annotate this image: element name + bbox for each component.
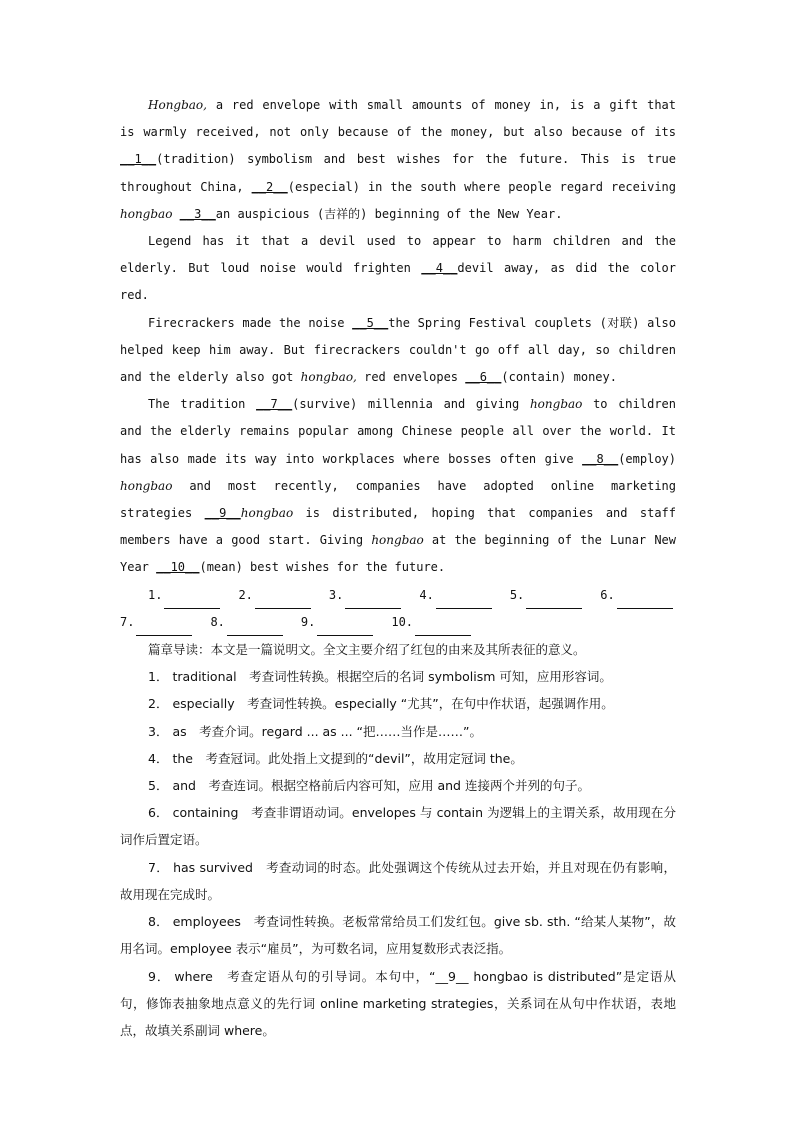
answer-slot[interactable]: 8.	[210, 609, 282, 636]
answer-slot[interactable]: 10.	[391, 609, 471, 636]
explanation-list	[120, 663, 676, 1044]
blank-5: __5__	[352, 315, 389, 330]
explanation-item: 1． traditional 考查词性转换。根据空后的名词 symbolism 可知，应用形容词。	[148, 669, 612, 685]
answer-lines-row-2	[120, 609, 676, 636]
answer-word: especially	[172, 696, 235, 712]
explanation-item: 3． as 考查介词。regard ... as ... “把……当作是……”。	[148, 723, 483, 739]
answer-slot[interactable]: 2.	[238, 582, 310, 609]
blank-1: __1__	[120, 152, 157, 167]
hongbao-term: hongbao,	[300, 370, 357, 385]
answer-word: has survived	[173, 859, 253, 875]
explanation-item: 7． has survived 考查动词的时态。此处强调这个传统从过去开始，并且对现在仍有影响，故用现在完成时。	[120, 859, 676, 902]
answer-slot[interactable]: 9.	[301, 609, 373, 636]
explanation-item: 2． especially 考查词性转换。especially “尤其”，在句中作状语，起强调作用。	[148, 696, 614, 712]
blank-4: __4__	[421, 261, 458, 276]
answer-word: traditional	[172, 669, 237, 685]
blank-10: __10__	[156, 560, 200, 575]
answer-slot[interactable]: 7.	[120, 609, 192, 636]
blank-8: __8__	[582, 451, 619, 466]
explanation-item: 8． employees 考查词性转换。老板常常给员工们发红包。give sb. sth. “给某人某物”，故用名词。employee 表示“雇员”，为可数名词，应用复数形式表泛指。	[120, 914, 676, 957]
answer-slot[interactable]: 5.	[510, 582, 582, 609]
answer-word: and	[172, 778, 196, 794]
passage-paragraph-1: Hongbao, a red envelope with small amounts of money in, is a gift that is warmly received, not only because of the money, but also because of its __1__(tradition) symbolism and best wishes for the future. This is true throughout China, __2__(especial) in the south where people regard receiving hongbao __3__an auspicious (吉祥的) beginning of the New Year.	[120, 98, 677, 221]
answer-word: as	[172, 723, 187, 739]
explanation-item: 5． and 考查连词。根据空格前后内容可知，应用 and 连接两个并列的句子。	[148, 778, 590, 794]
passage-paragraph-4: The tradition __7__(survive) millennia and giving hongbao to children and the elderly remains popular among Chinese people all over the world. It has also made its way into workplaces where bosses often give __8__(employ) hongbao and most recently, companies have adopted online marketing strategies __9__hongbao is distributed, hoping that companies and staff members have a good start. Giving hongbao at the beginning of the Lunar New Year __10__(mean) best wishes for the future.	[120, 397, 676, 575]
explanation-item: 6． containing 考查非谓语动词。envelopes 与 contain 为逻辑上的主谓关系，故用现在分词作后置定语。	[120, 805, 676, 848]
hongbao-term: hongbao	[120, 206, 173, 221]
blank-3: __3__	[179, 206, 216, 221]
hongbao-term: hongbao	[120, 478, 173, 493]
answer-slot[interactable]: 6.	[600, 582, 672, 609]
answer-word: containing	[172, 805, 239, 821]
answer-lines-row-1	[120, 582, 676, 609]
passage-paragraph-2: Legend has it that a devil used to appear to harm children and the elderly. But loud noise would frighten __4__devil away, as did the color red.	[120, 234, 676, 303]
answer-word: employees	[172, 914, 241, 930]
passage-paragraph-3: Firecrackers made the noise __5__the Spring Festival couplets (对联) also helped keep him away. But firecrackers couldn't go off all day, so children and the elderly also got hongbao, red envelopes __6__(contain) money.	[120, 315, 676, 385]
hongbao-term: hongbao	[371, 533, 424, 548]
blank-9: __9__	[204, 506, 241, 521]
document-page	[120, 92, 676, 1044]
hongbao-term: hongbao	[529, 397, 583, 412]
blank-7: __7__	[256, 397, 293, 412]
answer-slot[interactable]: 1.	[148, 582, 220, 609]
answer-word: the	[172, 750, 193, 766]
hongbao-term: Hongbao,	[148, 98, 207, 112]
blank-2: __2__	[251, 179, 288, 194]
blank-6: __6__	[465, 370, 502, 385]
answer-slot[interactable]: 4.	[419, 582, 491, 609]
explanation-item: 9． where 考查定语从句的引导词。本句中，“__9__ hongbao is distributed”是定语从句，修饰表抽象地点意义的先行词 online marketing strategies，关系词在从句中作状语，表地点，故填关系副词 where。	[120, 968, 677, 1038]
hongbao-term: hongbao	[240, 506, 294, 521]
answer-slot[interactable]: 3.	[329, 582, 401, 609]
passage-guide: 篇章导读：本文是一篇说明文。全文主要介绍了红包的由来及其所表征的意义。	[148, 642, 586, 658]
explanation-item: 4． the 考查冠词。此处指上文提到的“devil”，故用定冠词 the。	[148, 750, 523, 766]
answer-word: where	[174, 968, 213, 984]
